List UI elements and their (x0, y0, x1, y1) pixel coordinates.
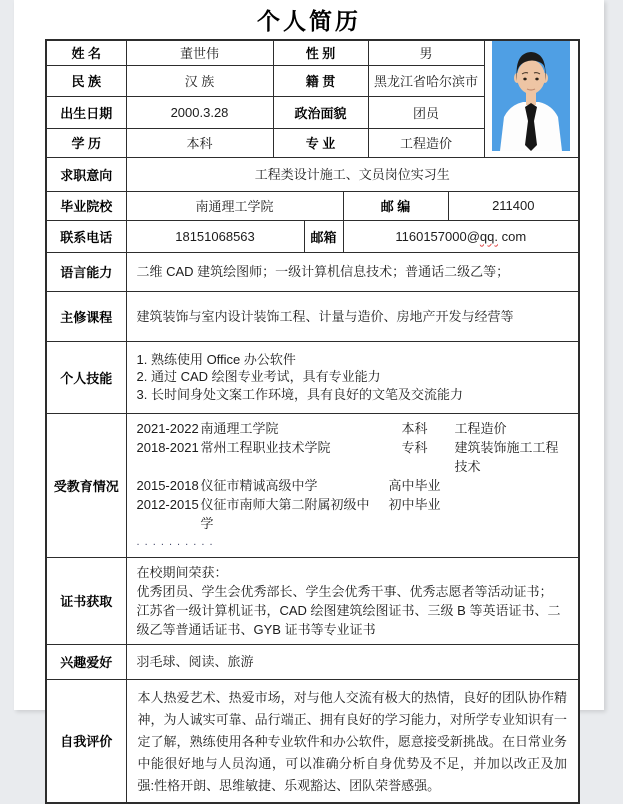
row-education-history (46, 413, 579, 557)
value-major: 工程造价 (368, 128, 484, 157)
education-school: 常州工程职业技术学院 (200, 439, 331, 455)
row-personal-skills (46, 341, 579, 413)
value-postcode: 211400 (448, 191, 579, 220)
label-language-ability: 语言能力 (46, 252, 126, 291)
value-name: 董世伟 (126, 40, 273, 65)
label-personal-skills: 个人技能 (46, 341, 126, 413)
education-level: 本科 (401, 420, 428, 436)
row-language-ability (46, 252, 579, 291)
education-school: 南通理工学院 (200, 420, 279, 436)
label-graduation-school: 毕业院校 (46, 191, 126, 220)
label-major: 专 业 (273, 128, 368, 157)
label-self-evaluation: 自我评价 (46, 679, 126, 803)
label-native-place: 籍 贯 (273, 65, 368, 96)
value-degree: 本科 (126, 128, 273, 157)
education-entry (137, 476, 569, 495)
education-ellipsis: . . . . . . . . . . (136, 535, 214, 548)
label-ethnicity: 民 族 (46, 65, 126, 96)
certificate-line: 江苏省一级计算机证书，CAD 绘图建筑绘图证书、三级 B 等英语证书、二级乙等普通话证书、GYB 证书等专业证书 (136, 602, 561, 637)
education-major: 建筑装饰施工工程技术 (454, 439, 559, 474)
value-phone: 18151068563 (126, 220, 304, 252)
row-graduation-postcode (46, 191, 579, 220)
education-school: 仪征市精诚高级中学 (200, 477, 318, 493)
education-period: 2012-2015 (136, 496, 199, 512)
label-postcode: 邮 编 (343, 191, 448, 220)
label-hobbies: 兴趣爱好 (46, 644, 126, 679)
value-political-status: 团员 (368, 96, 484, 128)
email-domain: qq. (479, 228, 498, 244)
id-photo (492, 41, 570, 151)
label-job-intention: 求职意向 (46, 157, 126, 191)
certificate-line: 在校期间荣获： (136, 564, 228, 580)
label-gender: 性 别 (273, 40, 368, 65)
row-phone-email (46, 220, 579, 252)
page-title: 个人简历 (257, 8, 361, 34)
education-major (455, 495, 569, 533)
value-certificates (126, 557, 579, 644)
education-period: 2021-2022 (136, 420, 199, 436)
value-main-courses: 建筑装饰与室内设计装饰工程、计量与造价、房地产开发与经营等 (126, 291, 579, 341)
resume-table (45, 39, 580, 804)
education-period: 2018-2021 (136, 439, 199, 455)
row-certificates (46, 557, 579, 644)
photo-face (517, 60, 545, 94)
education-school: 仪征市南师大第二附属初级中学 (200, 496, 370, 531)
education-entry (137, 419, 569, 438)
label-birthdate: 出生日期 (46, 96, 126, 128)
label-main-courses: 主修课程 (46, 291, 126, 341)
row-name-gender (46, 40, 579, 65)
id-photo-illustration (492, 41, 570, 151)
resume-page (14, 0, 604, 793)
education-major (455, 476, 569, 495)
email-suffix: com (497, 228, 527, 244)
value-graduation-school: 南通理工学院 (126, 191, 343, 220)
education-level: 初中毕业 (388, 496, 441, 512)
label-name: 姓 名 (46, 40, 126, 65)
education-major: 工程造价 (454, 420, 507, 436)
value-ethnicity: 汉 族 (126, 65, 273, 96)
value-job-intention: 工程类设计施工、文员岗位实习生 (126, 157, 579, 191)
label-email: 邮箱 (304, 220, 343, 252)
value-language-ability: 二维 CAD 建筑绘图师；一级计算机信息技术；普通话二级乙等； (126, 252, 579, 291)
label-political-status: 政治面貌 (273, 96, 368, 128)
value-birthdate: 2000.3.28 (126, 96, 273, 128)
value-personal-skills (126, 341, 579, 413)
label-certificates: 证书获取 (46, 557, 126, 644)
photo-eye-right (536, 78, 539, 81)
row-job-intention (46, 157, 579, 191)
label-degree: 学 历 (46, 128, 126, 157)
education-period: 2015-2018 (136, 477, 199, 493)
education-level: 专科 (401, 439, 428, 455)
row-hobbies (46, 644, 579, 679)
row-self-evaluation (46, 679, 579, 803)
email-prefix: 1160157000@ (395, 228, 480, 244)
value-education-history (126, 413, 579, 557)
skill-line: 2. 通过 CAD 绘图专业考试，具有专业能力 (136, 369, 381, 385)
value-native-place: 黑龙江省哈尔滨市 (368, 65, 484, 96)
row-main-courses (46, 291, 579, 341)
education-entry (137, 438, 569, 476)
label-education-history: 受教育情况 (46, 413, 126, 557)
value-hobbies: 羽毛球、阅读、旅游 (126, 644, 579, 679)
skill-line: 1. 熟练使用 Office 办公软件 (136, 351, 296, 367)
education-entry (137, 495, 569, 533)
certificate-line: 优秀团员、学生会优秀部长、学生会优秀干事、优秀志愿者等活动证书； (136, 583, 553, 599)
value-gender: 男 (368, 40, 484, 65)
value-email (343, 220, 579, 252)
photo-cell (484, 40, 579, 157)
photo-eye-left (524, 78, 527, 81)
value-self-evaluation: 本人热爱艺术、热爱市场，对与他人交流有极大的热情，良好的团队协作精神，为人诚实可靠、品行端正、拥有良好的学习能力，对所学专业知识有一定了解，熟练使用各种专业软件和办公软件，愿意接受新挑战。在日常业务中能很好地与人员沟通，可以准确分析自身优势及不足，并加以改正及加强:性格开朗、思维敏捷、乐观豁达、团队荣誉感强。 (126, 679, 579, 803)
label-phone: 联系电话 (46, 220, 126, 252)
skill-line: 3. 长时间身处文案工作环境，具有良好的文笔及交流能力 (136, 386, 463, 402)
education-level: 高中毕业 (388, 477, 441, 493)
